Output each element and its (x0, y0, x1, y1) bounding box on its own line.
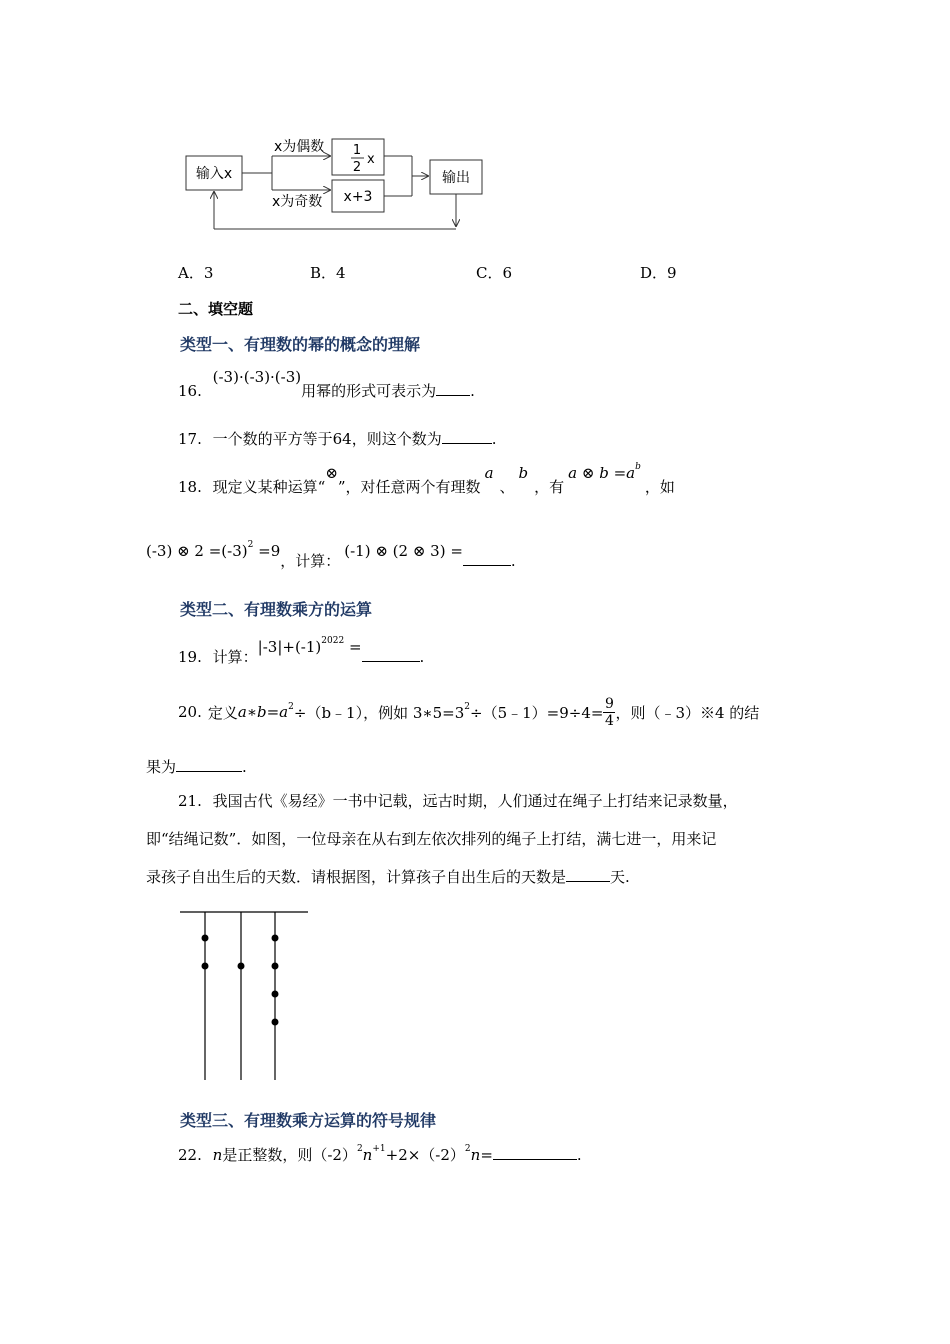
choice-value: 9 (667, 264, 677, 282)
q22-n-2: n (470, 1146, 481, 1164)
q19-exponent: 2022 (321, 636, 345, 646)
odd-label: x为奇数 (272, 194, 323, 210)
period: . (576, 1146, 582, 1164)
var-n: n (212, 1146, 223, 1164)
choice-value: 6 (502, 264, 513, 282)
question-21-line2: 即“结绳记数”．如图，一位母亲在从右到左依次排列的绳子上打结，满七进一，用来记 (146, 830, 717, 848)
definition (568, 464, 641, 482)
period: . (470, 382, 475, 400)
output-box-label: 输出 (442, 170, 470, 186)
q20-text-c: 果为 (146, 758, 177, 776)
q20-example-rest: ÷（5﹣1）=9÷4= (470, 703, 604, 722)
question-16 (178, 368, 475, 401)
answer-blank[interactable] (566, 867, 610, 882)
q19-expression (258, 638, 362, 656)
question-19 (178, 636, 425, 667)
q20-definition (238, 703, 288, 721)
half-num: 1 (352, 143, 362, 158)
question-17 (178, 428, 497, 449)
answer-blank[interactable] (176, 757, 242, 772)
q20-def-exponent: 2 (288, 702, 294, 712)
var-b: b (518, 464, 529, 482)
q22-exponent-2: 2 (464, 1144, 471, 1154)
q18-text-d: ，如 (644, 478, 675, 496)
even-label: x为偶数 (274, 139, 325, 155)
q18-text-c: ，有 (534, 478, 565, 496)
fraction-numerator: 9 (604, 695, 614, 712)
knot (272, 963, 279, 970)
definition-base: a ⊗ b =a (568, 464, 636, 482)
choice-c[interactable] (476, 262, 512, 283)
question-number: 22. (178, 1146, 202, 1164)
question-20 (178, 692, 759, 732)
q22-n-1: n (362, 1146, 373, 1164)
answer-blank[interactable] (493, 1145, 577, 1160)
type1-heading: 类型一、有理数的幂的概念的理解 (180, 335, 421, 354)
choice-letter: C． (476, 264, 503, 282)
question-22 (178, 1144, 582, 1165)
q21-line3a: 录孩子自出生后的天数．请根据图，计算孩子自出生后的天数是 (146, 868, 567, 886)
fraction (603, 696, 615, 729)
question-number: 17. (178, 430, 202, 448)
type3-heading: 类型三、有理数乘方运算的符号规律 (180, 1111, 437, 1130)
q21-line3b: 天. (610, 868, 630, 886)
type2-heading: 类型二、有理数乘方的运算 (180, 600, 373, 619)
period: . (419, 648, 425, 666)
answer-blank[interactable] (436, 381, 470, 396)
question-number: 18. (178, 478, 202, 496)
question-18-line2 (146, 540, 516, 570)
choice-letter: D． (640, 264, 668, 282)
operator-symbol: ⊗ (325, 464, 338, 482)
knot (272, 991, 279, 998)
q20-text-b: ，则（﹣3）※4 的结 (615, 703, 760, 722)
choice-a[interactable] (178, 262, 213, 283)
q22-sup-1: +1 (372, 1144, 386, 1154)
q22-exponent-1: 2 (356, 1144, 363, 1154)
q21-line1: 我国古代《易经》一书中记载，远古时期，人们通过在绳子上打结来记录数量， (212, 792, 738, 810)
question-number: 20. (178, 703, 202, 721)
question-20-line2 (146, 756, 247, 777)
q19-text: 计算： (212, 648, 258, 666)
question-number: 21. (178, 792, 202, 810)
knot (202, 935, 209, 942)
q18-text-e: ，计算： (280, 552, 341, 570)
example-lhs: (-3) ⊗ 2 =(-3) (146, 542, 248, 560)
q20-example-exponent: 2 (464, 702, 470, 712)
period: . (491, 430, 497, 448)
answer-blank[interactable] (463, 551, 511, 566)
example-exponent: 2 (247, 540, 254, 550)
knot (272, 935, 279, 942)
period: . (510, 552, 516, 570)
q22-text-a: 是正整数，则（-2） (222, 1146, 357, 1164)
choice-letter: A． (178, 264, 204, 282)
period: . (242, 758, 247, 776)
q20-text-a: 定义 (207, 703, 238, 722)
q16-text: 用幂的形式可表示为 (301, 382, 437, 400)
plus-box-label: x+3 (343, 189, 373, 205)
question-21-line3 (146, 866, 630, 887)
half-den: 2 (352, 160, 362, 175)
q18-text-a: 现定义某种运算“ (212, 478, 326, 496)
choice-value: 3 (203, 264, 214, 282)
knot (202, 963, 209, 970)
answer-blank[interactable] (362, 647, 420, 662)
example-rhs: =9 (253, 542, 281, 560)
knot (238, 963, 245, 970)
choice-d[interactable] (640, 262, 677, 283)
fraction-denominator: 4 (604, 712, 614, 729)
question-number: 16. (178, 382, 202, 400)
choice-b[interactable] (310, 262, 346, 283)
q19-expr-base: |-3|+(-1) (257, 638, 322, 656)
q22-text-b: +2×（-2） (385, 1146, 465, 1164)
q22-equals: = (480, 1146, 493, 1164)
example-expression (146, 542, 280, 560)
q18-text-b: ”，对任意两个有理数 (337, 478, 481, 496)
knot-rope-figure (176, 904, 312, 1084)
flowchart-diagram (180, 132, 490, 238)
input-box-label: 输入x (195, 166, 233, 182)
answer-blank[interactable] (442, 429, 492, 444)
section-title: 二、填空题 (178, 300, 254, 318)
choice-value: 4 (336, 264, 346, 282)
q19-equals: = (344, 638, 362, 656)
q20-def-base: a∗b=a (237, 703, 289, 721)
separator: 、 (499, 478, 515, 496)
question-21 (178, 790, 738, 811)
question-18 (178, 462, 675, 497)
question-number: 19. (178, 648, 202, 666)
q17-text: 一个数的平方等于64，则这个数为 (212, 430, 442, 448)
q20-def-rest: ÷（b﹣1），例如 3∗5=3 (293, 703, 465, 722)
choice-letter: B． (310, 264, 337, 282)
knot (272, 1019, 279, 1026)
definition-exponent: b (635, 462, 641, 472)
half-var: x (367, 152, 375, 167)
q16-expression: (-3)·(-3)·(-3) (212, 368, 302, 386)
var-a: a (484, 464, 494, 482)
calc-expression: (-1) ⊗ (2 ⊗ 3) = (344, 542, 463, 560)
